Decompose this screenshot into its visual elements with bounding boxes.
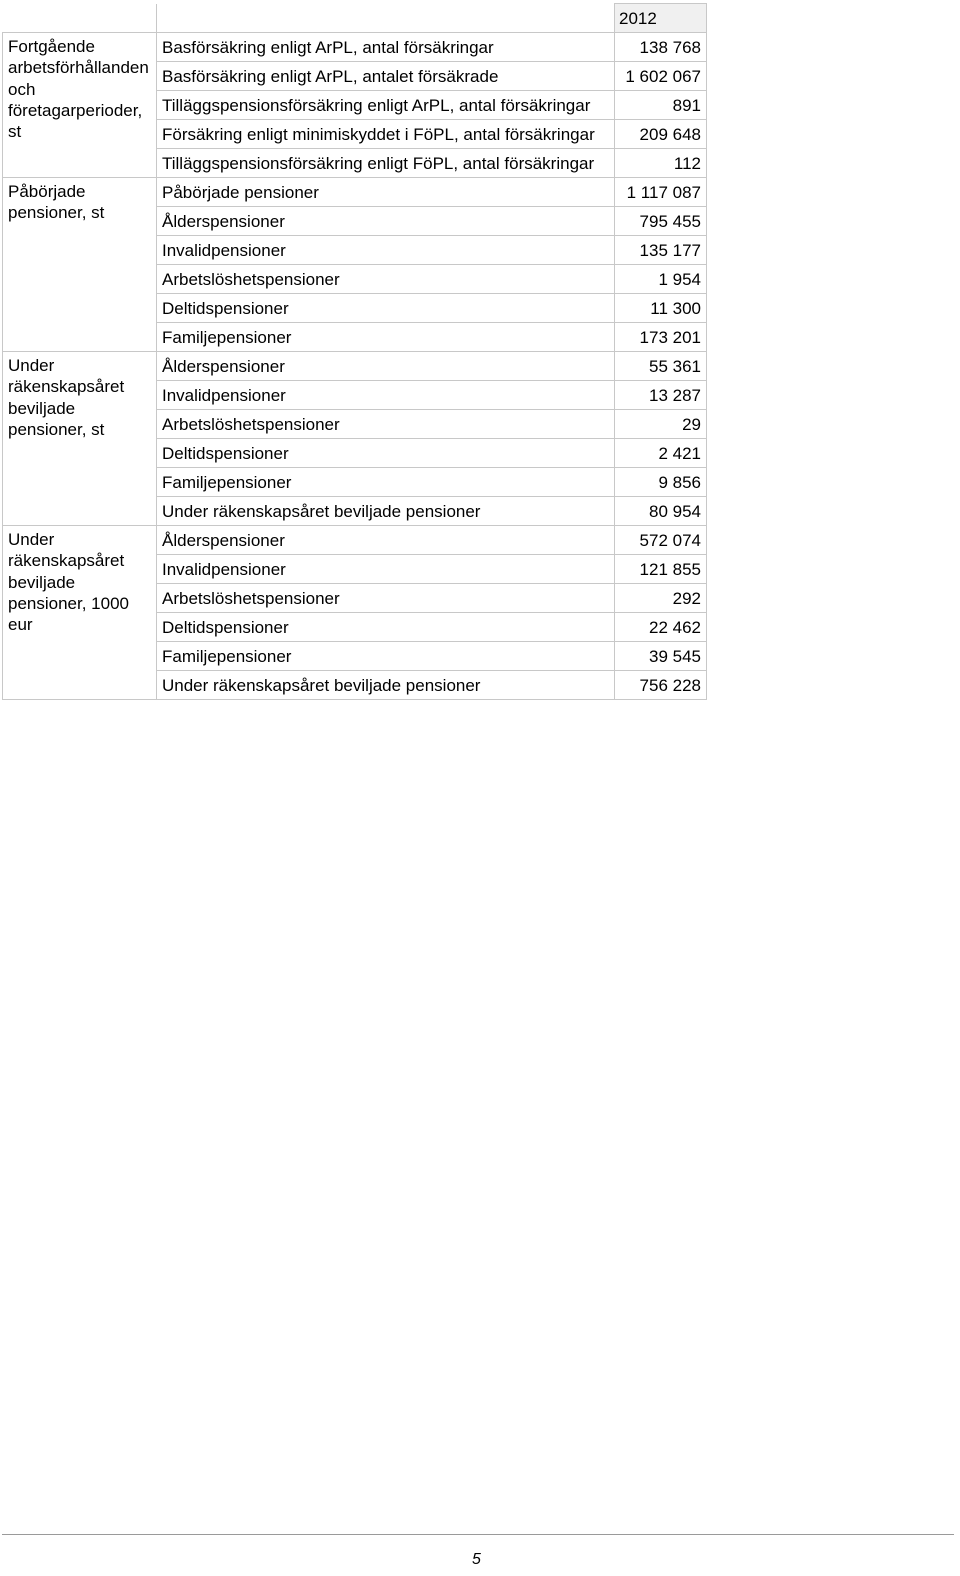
row-label: Under räkenskapsåret beviljade pensioner	[157, 671, 615, 700]
group-label: Fortgående arbetsförhållanden och företagarperioder, st	[3, 33, 157, 178]
row-label: Ålderspensioner	[157, 352, 615, 381]
row-value: 11 300	[615, 294, 707, 323]
row-value: 1 954	[615, 265, 707, 294]
row-value: 39 545	[615, 642, 707, 671]
row-value: 173 201	[615, 323, 707, 352]
row-label: Invalidpensioner	[157, 555, 615, 584]
row-label: Deltidspensioner	[157, 439, 615, 468]
footer-divider	[2, 1534, 954, 1535]
year-header: 2012	[615, 4, 707, 33]
row-label: Tilläggspensionsförsäkring enligt FöPL, antal försäkringar	[157, 149, 615, 178]
row-label: Familjepensioner	[157, 323, 615, 352]
header-row	[3, 4, 707, 33]
row-value: 292	[615, 584, 707, 613]
table-row	[3, 178, 707, 207]
row-label: Försäkring enligt minimiskyddet i FöPL, antal försäkringar	[157, 120, 615, 149]
table-row	[3, 526, 707, 555]
group-label: Under räkenskapsåret beviljade pensioner, 1000 eur	[3, 526, 157, 700]
table-body	[3, 4, 707, 700]
row-value: 29	[615, 410, 707, 439]
row-value: 1 602 067	[615, 62, 707, 91]
row-label: Ålderspensioner	[157, 526, 615, 555]
row-value: 112	[615, 149, 707, 178]
row-label: Deltidspensioner	[157, 294, 615, 323]
group-label: Påbörjade pensioner, st	[3, 178, 157, 352]
pension-statistics-table	[2, 3, 707, 700]
page-number: 5	[472, 1551, 481, 1568]
row-label: Under räkenskapsåret beviljade pensioner	[157, 497, 615, 526]
row-label: Familjepensioner	[157, 642, 615, 671]
row-label: Arbetslöshetspensioner	[157, 410, 615, 439]
header-blank-cell	[157, 4, 615, 33]
row-label: Arbetslöshetspensioner	[157, 265, 615, 294]
row-value: 209 648	[615, 120, 707, 149]
row-value: 2 421	[615, 439, 707, 468]
group-label: Under räkenskapsåret beviljade pensioner, st	[3, 352, 157, 526]
row-label: Påbörjade pensioner	[157, 178, 615, 207]
table-row	[3, 33, 707, 62]
row-value: 135 177	[615, 236, 707, 265]
row-value: 138 768	[615, 33, 707, 62]
row-value: 572 074	[615, 526, 707, 555]
row-label: Familjepensioner	[157, 468, 615, 497]
row-label: Invalidpensioner	[157, 381, 615, 410]
row-label: Tilläggspensionsförsäkring enligt ArPL, antal försäkringar	[157, 91, 615, 120]
row-value: 9 856	[615, 468, 707, 497]
row-value: 1 117 087	[615, 178, 707, 207]
row-value: 756 228	[615, 671, 707, 700]
row-value: 795 455	[615, 207, 707, 236]
row-label: Invalidpensioner	[157, 236, 615, 265]
header-blank-cell	[3, 4, 157, 33]
row-value: 22 462	[615, 613, 707, 642]
row-label: Arbetslöshetspensioner	[157, 584, 615, 613]
row-label: Basförsäkring enligt ArPL, antal försäkringar	[157, 33, 615, 62]
table-row	[3, 352, 707, 381]
row-value: 121 855	[615, 555, 707, 584]
row-label: Ålderspensioner	[157, 207, 615, 236]
row-label: Basförsäkring enligt ArPL, antalet försäkrade	[157, 62, 615, 91]
row-value: 80 954	[615, 497, 707, 526]
row-label: Deltidspensioner	[157, 613, 615, 642]
row-value: 891	[615, 91, 707, 120]
row-value: 55 361	[615, 352, 707, 381]
row-value: 13 287	[615, 381, 707, 410]
